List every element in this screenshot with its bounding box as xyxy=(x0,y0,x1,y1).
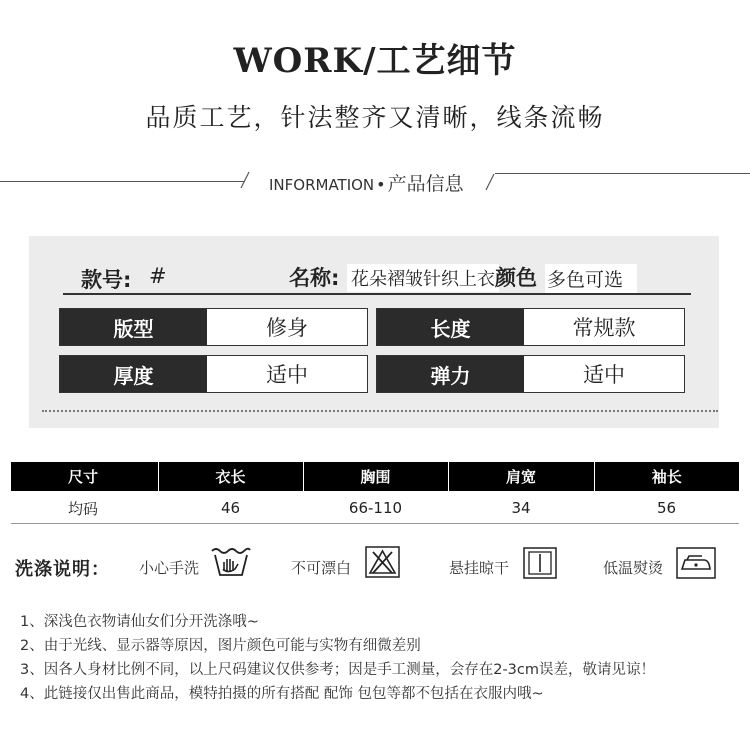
spec-fit xyxy=(59,308,368,346)
note-2: 2、由于光线、显示器等原因，图片颜色可能与实物有细微差别 xyxy=(20,638,421,654)
header-sleeve: 袖长 xyxy=(594,462,739,491)
spec-thickness-key: 厚度 xyxy=(60,356,207,392)
note-1: 1、深浅色衣物请仙女们分开洗涤哦~ xyxy=(20,614,259,630)
table-rule xyxy=(11,523,739,524)
no-bleach-icon xyxy=(365,546,400,578)
cell-sleeve: 56 xyxy=(656,499,677,517)
spec-length-key: 长度 xyxy=(377,309,524,345)
note-4: 4、此链接仅出售此商品，模特拍摄的所有搭配 配饰 包包等都不包括在衣服内哦~ xyxy=(20,686,544,702)
note-3: 3、因各人身材比例不同，以上尺码建议仅供参考；因是手工测量，会存在2-3cm误差，敬请见谅！ xyxy=(20,662,656,678)
cell-length: 46 xyxy=(220,499,241,517)
name-label: 名称: xyxy=(289,266,340,290)
spec-thickness-value: 适中 xyxy=(207,356,367,392)
size-table-header-row xyxy=(11,462,739,491)
title-work: WORK xyxy=(233,41,364,81)
care-label-hang-dry: 悬挂晾干 xyxy=(449,559,510,577)
spec-elasticity-key: 弹力 xyxy=(377,356,524,392)
info-header-dot: • xyxy=(376,175,386,194)
panel-rule xyxy=(63,293,691,295)
low-iron-icon xyxy=(676,547,716,579)
cell-bust: 66-110 xyxy=(348,499,403,517)
style-no-value: # xyxy=(149,264,167,288)
spec-fit-value: 修身 xyxy=(207,309,367,345)
hang-dry-icon xyxy=(523,547,557,579)
name-value: 花朵褶皱针织上衣 xyxy=(347,264,499,292)
table-row xyxy=(11,491,739,525)
spec-thickness xyxy=(59,355,368,393)
care-label-low-iron: 低温熨烫 xyxy=(603,559,664,577)
header-length: 衣长 xyxy=(158,462,303,491)
divider-left xyxy=(0,181,244,182)
page-subtitle: 品质工艺，针法整齐又清晰，线条流畅 xyxy=(145,103,605,132)
care-label-hand-wash: 小心手洗 xyxy=(139,559,200,577)
header-shoulder: 肩宽 xyxy=(448,462,594,491)
spec-elasticity-value: 适中 xyxy=(524,356,684,392)
color-value: 多色可选 xyxy=(545,264,637,293)
divider-slash-left xyxy=(238,170,250,190)
spec-fit-key: 版型 xyxy=(60,309,207,345)
cell-shoulder: 34 xyxy=(511,499,531,517)
info-header xyxy=(269,169,464,196)
color-label: 颜色 xyxy=(495,266,537,290)
header-size: 尺寸 xyxy=(11,462,158,491)
style-no-label: 款号: xyxy=(81,268,132,292)
info-header-en: INFORMATION xyxy=(269,176,375,194)
header-bust: 胸围 xyxy=(303,462,448,491)
panel-dotted-rule xyxy=(42,410,718,412)
divider-slash-right xyxy=(484,172,496,192)
care-label-no-bleach: 不可漂白 xyxy=(291,559,352,577)
spec-length xyxy=(376,308,685,346)
spec-elasticity xyxy=(376,355,685,393)
size-table xyxy=(11,462,739,525)
cell-size: 均码 xyxy=(68,499,99,518)
hand-wash-icon xyxy=(210,545,252,579)
title-cn: /工艺细节 xyxy=(363,41,517,81)
spec-length-value: 常规款 xyxy=(524,309,684,345)
info-header-cn: 产品信息 xyxy=(387,173,464,195)
divider-right xyxy=(495,173,750,174)
page-title xyxy=(0,33,750,82)
care-title: 洗涤说明： xyxy=(15,559,110,580)
